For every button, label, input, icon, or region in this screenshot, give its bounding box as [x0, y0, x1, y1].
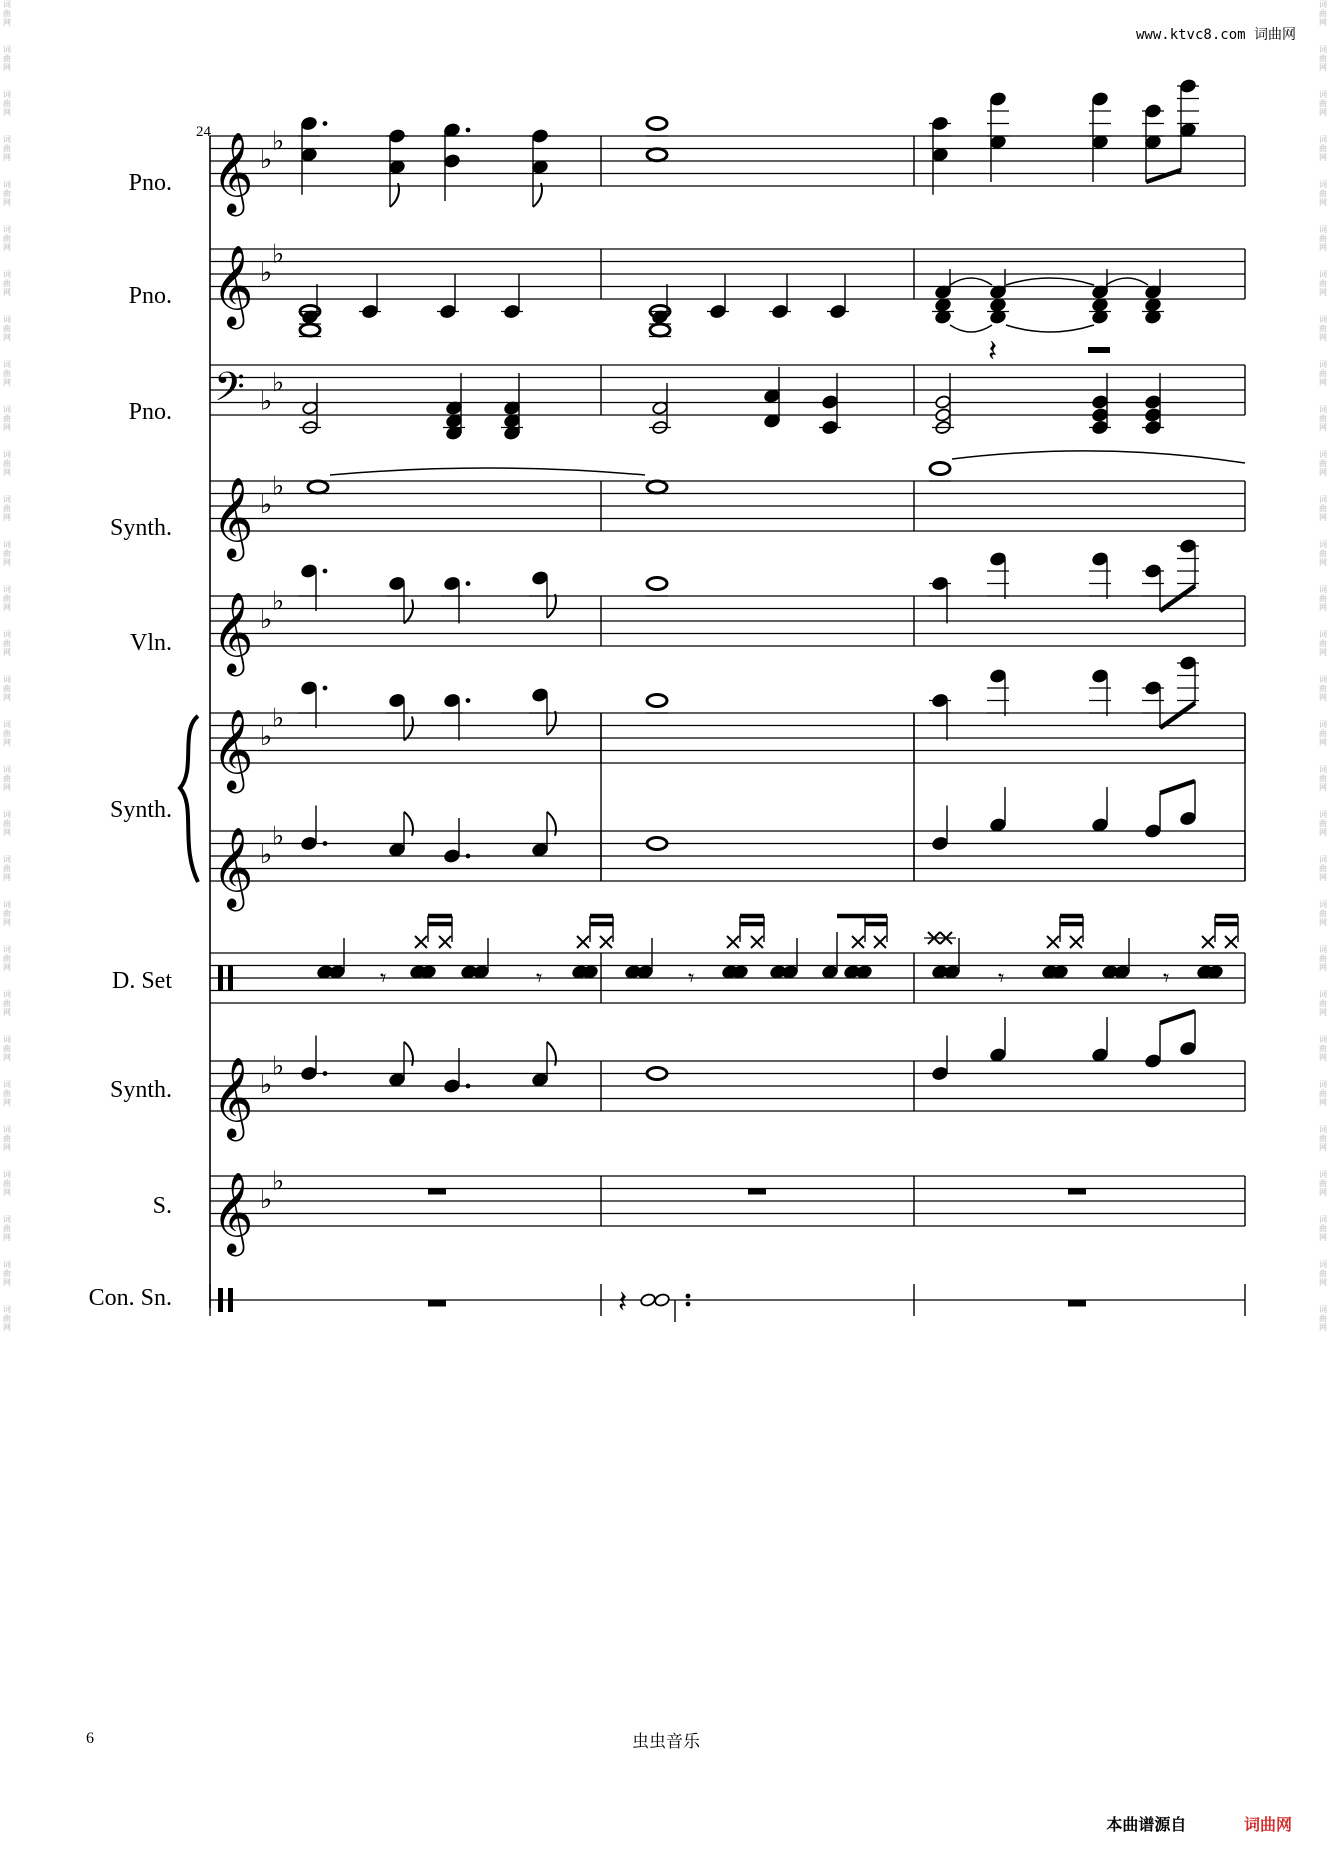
- violin-flag: [547, 594, 556, 618]
- synth-3-dot: [323, 1071, 328, 1076]
- piano-1-note: [932, 147, 949, 162]
- violin-note: [990, 552, 1007, 567]
- piano-3-note: [764, 414, 781, 429]
- snare-note: [654, 1293, 671, 1308]
- staff-7-treble-clef: 𝄞: [212, 826, 254, 908]
- piano-3-note: [822, 395, 839, 410]
- synth-grand-lower-note: [444, 849, 461, 864]
- synth-grand-lower-flag: [547, 812, 556, 836]
- instrument-label-synth-grand: Synth.: [109, 797, 172, 823]
- header-site-name[interactable]: 词曲网: [1254, 27, 1296, 43]
- synth-grand-upper-dot: [323, 686, 328, 691]
- piano-2-tie: [950, 278, 992, 285]
- piano-2-half-rest: [1088, 347, 1110, 353]
- violin-flag: [404, 600, 413, 624]
- drum-clef-bar-1: [218, 966, 223, 990]
- violin-beam: [1160, 586, 1195, 611]
- synth-grand-lower-whole: [647, 838, 667, 850]
- staff-8-treble-clef: 𝄞: [212, 1056, 254, 1138]
- violin-dot: [323, 569, 328, 574]
- synth-grand-lower-note: [1092, 818, 1109, 833]
- snare-clef-bar-1: [218, 1288, 223, 1312]
- synth-grand-lower-note: [532, 842, 549, 857]
- synth-grand-upper-note: [444, 693, 461, 708]
- instrument-label-soprano: S.: [152, 1193, 172, 1219]
- snare-quarter-rest: 𝄽: [618, 1285, 628, 1320]
- drum-note: [822, 965, 839, 980]
- piano-1-flag: [533, 183, 542, 207]
- piano-3-note: [504, 414, 521, 429]
- staff-2-flat-e: ♭: [272, 239, 285, 270]
- drum-rest-eighth: 𝄾: [1163, 964, 1170, 992]
- drum-cymbal: [852, 936, 864, 948]
- synth-grand-lower-note: [301, 836, 318, 851]
- staff-5-treble-clef: 𝄞: [212, 591, 254, 673]
- synth-3-whole: [647, 1068, 667, 1080]
- piano-3-note: [1145, 408, 1162, 423]
- instrument-label-synth-1: Synth.: [109, 515, 172, 541]
- synth-3-flag: [547, 1042, 556, 1066]
- staff-3-flat-b: ♭: [260, 386, 273, 417]
- instrument-label-piano-3: Pno.: [128, 399, 172, 425]
- drum-cymbal: [751, 936, 763, 948]
- soprano-whole-rest: [1068, 1189, 1086, 1195]
- synth-1-whole: [647, 481, 667, 493]
- synth-grand-lower-note: [932, 836, 949, 851]
- piano-2-rest: 𝄽: [988, 334, 998, 369]
- drum-note: [782, 965, 799, 980]
- synth-grand-upper-note: [1092, 669, 1109, 684]
- piano-3-note: [764, 389, 781, 404]
- staff-3-flat-e: ♭: [272, 367, 285, 398]
- violin-note: [389, 576, 406, 591]
- violin-note: [444, 576, 461, 591]
- drum-rest-eighth: 𝄾: [380, 964, 387, 992]
- drum-cymbal: [1070, 936, 1082, 948]
- page-number: 6: [86, 1730, 94, 1747]
- instrument-label-concert-snare: Con. Sn.: [88, 1285, 172, 1311]
- synth-3-note: [1092, 1048, 1109, 1063]
- drum-cymbal: [577, 936, 589, 948]
- synth-3-flag: [404, 1042, 413, 1066]
- piano-1-note: [1092, 92, 1109, 107]
- synth-grand-lower-dot: [466, 854, 471, 859]
- staff-9-treble-clef: 𝄞: [212, 1171, 254, 1253]
- piano-2-note: [990, 298, 1007, 313]
- violin-dot: [466, 581, 471, 586]
- staff-6-treble-clef: 𝄞: [212, 708, 254, 790]
- piano-1-note: [990, 92, 1007, 107]
- staff-5-flat-e: ♭: [272, 586, 285, 617]
- drum-note: [637, 965, 654, 980]
- snare-note: [640, 1293, 657, 1308]
- drum-note: [473, 965, 490, 980]
- staff-2-flat-b: ♭: [260, 258, 273, 288]
- synth-grand-lower-beam: [1160, 781, 1195, 793]
- synth-grand-upper-note: [532, 688, 549, 703]
- drum-clef-bar-2: [228, 966, 233, 990]
- brace: [180, 716, 198, 882]
- piano-2-note: [1092, 298, 1109, 313]
- synth-grand-upper-flag: [547, 711, 556, 735]
- synth-1-whole: [930, 463, 950, 475]
- staff-1-flat-b: ♭: [260, 145, 273, 175]
- piano-1-note: [1092, 135, 1109, 150]
- piano-1-note: [990, 135, 1007, 150]
- staff-9-flat-b: ♭: [260, 1185, 273, 1215]
- drum-note: [1114, 965, 1131, 980]
- synth-grand-upper-note: [389, 693, 406, 708]
- piano-3-note: [1092, 408, 1109, 423]
- side-watermark-right: 词 曲 网 词 曲 网 词 曲 网 词 曲 网 词 曲 网 词 曲 网 词 曲 网 词 曲 网 词 曲 网 词 曲 网 词 曲 网 词 曲 网 词 曲 网 词 曲 网 词 曲 网 词 曲 网 词 曲 网 词 曲 网 词 曲 网 词 曲 网 词 曲 网 词 曲 网 词 曲 网 词 曲 网 词 曲 网 词 曲 网 词 曲 网 词 曲 网 词 曲 网 词 曲 网: [1319, 0, 1327, 1332]
- piano-1-note: [301, 116, 318, 131]
- synth-grand-lower-note: [990, 818, 1007, 833]
- drum-cymbal: [1202, 936, 1214, 948]
- piano-1-note: [444, 154, 461, 169]
- piano-3-note: [1145, 395, 1162, 410]
- drum-cymbal: [727, 936, 739, 948]
- synth-3-beam: [1160, 1011, 1195, 1023]
- synth-3-note: [532, 1072, 549, 1087]
- drum-rest-eighth: 𝄾: [536, 964, 543, 992]
- piano-3-note: [935, 408, 952, 423]
- snare-whole-rest: [1068, 1301, 1086, 1307]
- violin-note: [532, 571, 549, 586]
- piano-1-dot: [466, 128, 471, 133]
- synth-3-note: [1145, 1054, 1162, 1069]
- synth-grand-lower-note: [389, 842, 406, 857]
- synth-3-note: [389, 1072, 406, 1087]
- soprano-whole-rest: [428, 1189, 446, 1195]
- piano-3-note: [935, 395, 952, 410]
- snare-clef-bar-2: [228, 1288, 233, 1312]
- piano-1-note: [532, 160, 549, 175]
- piano-1-beam: [1146, 170, 1181, 182]
- measure-number: 24: [196, 124, 211, 140]
- synth-3-dot: [466, 1084, 471, 1089]
- piano-1-flag: [390, 183, 399, 207]
- snare-whole-rest: [428, 1301, 446, 1307]
- synth-1-whole: [308, 481, 328, 493]
- staff-8-flat-e: ♭: [272, 1051, 285, 1082]
- piano-1-note: [301, 147, 318, 162]
- snare-dot: [686, 1294, 691, 1299]
- synth-1-tie: [952, 451, 1245, 463]
- drum-rest-eighth: 𝄾: [998, 964, 1005, 992]
- synth-grand-upper-dot: [466, 698, 471, 703]
- staff-6-flat-e: ♭: [272, 703, 285, 734]
- piano-2-tie: [1006, 325, 1094, 332]
- synth-grand-lower-note: [1180, 811, 1197, 826]
- staff-6-flat-b: ♭: [260, 722, 273, 752]
- piano-1-note: [1145, 135, 1162, 150]
- synth-3-note: [990, 1048, 1007, 1063]
- staff-7-flat-b: ♭: [260, 840, 273, 870]
- drum-note: [856, 965, 873, 980]
- piano-2-tie: [1006, 278, 1094, 285]
- drum-note: [329, 965, 346, 980]
- staff-7-flat-e: ♭: [272, 821, 285, 852]
- piano-1-note: [1180, 123, 1197, 138]
- instrument-label-synth-3: Synth.: [109, 1077, 172, 1103]
- piano-1-whole: [647, 118, 667, 130]
- drum-cymbal: [439, 936, 451, 948]
- staff-4-flat-b: ♭: [260, 490, 273, 520]
- instrument-label-piano-1: Pno.: [128, 170, 172, 196]
- snare-dot: [686, 1302, 691, 1307]
- footer-source[interactable]: [1106, 1812, 1292, 1835]
- staff-9-flat-e: ♭: [272, 1166, 285, 1197]
- drum-cymbal: [415, 936, 427, 948]
- staff-5-flat-b: ♭: [260, 605, 273, 635]
- synth-3-note: [1180, 1041, 1197, 1056]
- violin-note: [301, 564, 318, 579]
- piano-1-dot: [323, 121, 328, 126]
- footer-source-label: 本曲谱源自: [1106, 1815, 1187, 1834]
- header-url[interactable]: www.ktvc8.com: [1135, 27, 1246, 43]
- synth-grand-upper-beam: [1160, 703, 1195, 728]
- piano-2-whole: [650, 324, 670, 336]
- synth-3-note: [932, 1066, 949, 1081]
- synth-grand-upper-note: [990, 669, 1007, 684]
- synth-3-note: [301, 1066, 318, 1081]
- footer-center-text: 虫虫音乐: [632, 1732, 700, 1751]
- side-watermark-left: 词 曲 网 词 曲 网 词 曲 网 词 曲 网 词 曲 网 词 曲 网 词 曲 网 词 曲 网 词 曲 网 词 曲 网 词 曲 网 词 曲 网 词 曲 网 词 曲 网 词 曲 网 词 曲 网 词 曲 网 词 曲 网 词 曲 网 词 曲 网 词 曲 网 词 曲 网 词 曲 网 词 曲 网 词 曲 网 词 曲 网 词 曲 网 词 曲 网 词 曲 网 词 曲 网: [3, 0, 11, 1332]
- piano-1-whole: [647, 149, 667, 161]
- piano-2-whole: [300, 324, 320, 336]
- synth-1-tie: [330, 468, 645, 475]
- synth-grand-lower-flag: [404, 812, 413, 836]
- piano-1-note: [389, 160, 406, 175]
- instrument-label-drum-set: D. Set: [112, 968, 172, 994]
- drum-cymbal: [1047, 936, 1059, 948]
- synth-grand-lower-note: [1145, 824, 1162, 839]
- instrument-label-violin: Vln.: [130, 630, 172, 656]
- footer-source-site[interactable]: 词曲网: [1243, 1815, 1292, 1834]
- drum-cymbal: [600, 936, 612, 948]
- piano-3-note: [446, 414, 463, 429]
- synth-grand-upper-whole: [647, 695, 667, 707]
- drum-cymbal: [1225, 936, 1237, 948]
- staff-1-flat-e: ♭: [272, 126, 285, 157]
- synth-3-note: [444, 1079, 461, 1094]
- piano-3-note: [1092, 395, 1109, 410]
- piano-2-tie: [950, 325, 992, 332]
- instrument-label-piano-2: Pno.: [128, 283, 172, 309]
- drum-cymbal: [874, 936, 886, 948]
- synth-grand-upper-flag: [404, 717, 413, 741]
- staff-1-treble-clef: 𝄞: [212, 131, 254, 213]
- staff-3-bass-clef: 𝄢: [214, 364, 245, 420]
- staff-8-flat-b: ♭: [260, 1070, 273, 1100]
- violin-whole: [647, 578, 667, 590]
- staff-2-treble-clef: 𝄞: [212, 244, 254, 326]
- piano-2-note: [1145, 298, 1162, 313]
- piano-2-note: [935, 298, 952, 313]
- synth-grand-upper-note: [301, 681, 318, 696]
- drum-rest-eighth: 𝄾: [688, 964, 695, 992]
- violin-note: [1092, 552, 1109, 567]
- drum-note: [944, 965, 961, 980]
- piano-1-note: [444, 123, 461, 138]
- staff-4-treble-clef: 𝄞: [212, 476, 254, 558]
- piano-2-tie: [1106, 278, 1148, 285]
- soprano-whole-rest: [748, 1189, 766, 1195]
- synth-grand-lower-dot: [323, 841, 328, 846]
- staff-4-flat-e: ♭: [272, 471, 285, 502]
